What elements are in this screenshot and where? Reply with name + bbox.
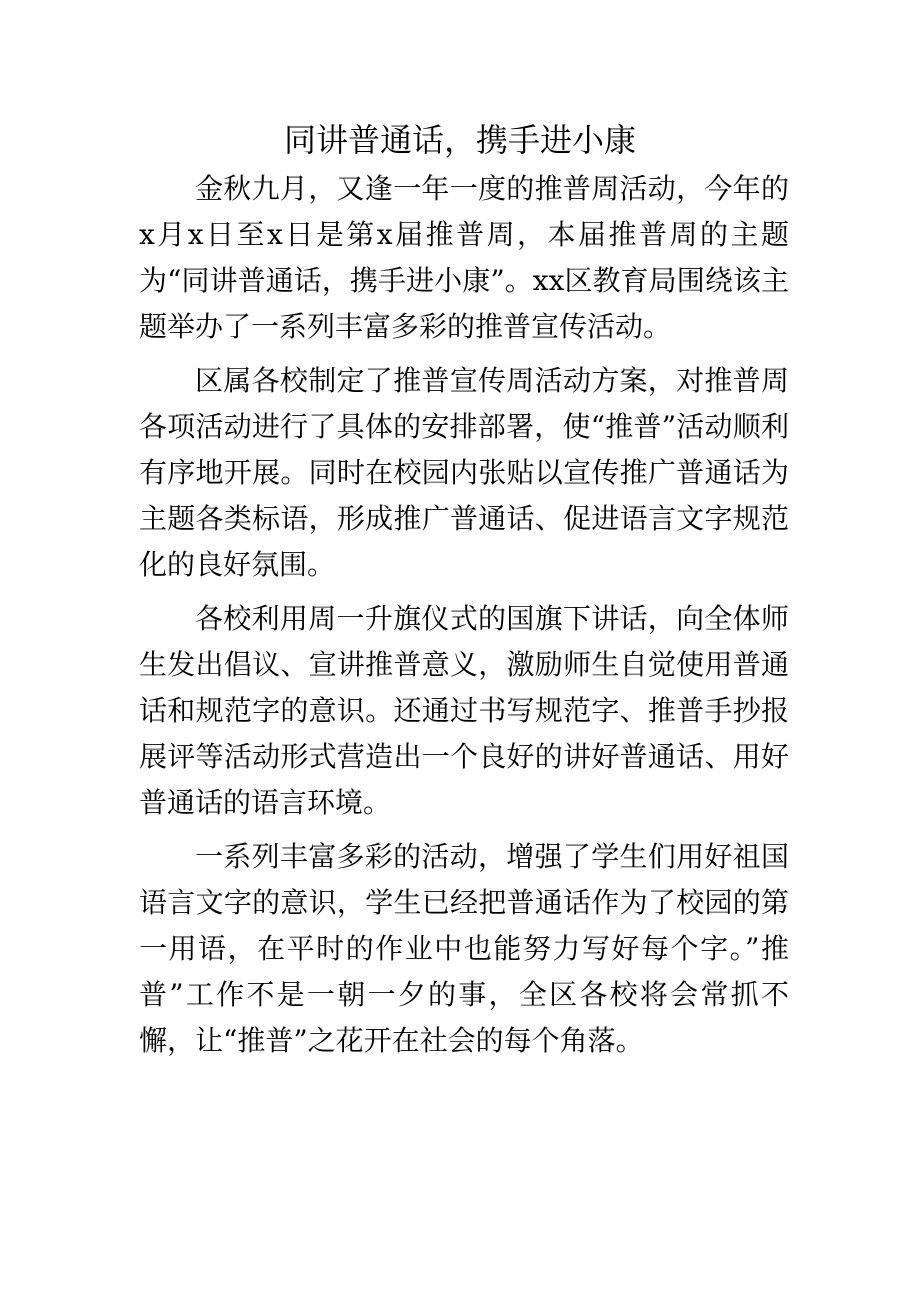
paragraph-1: 金秋九月，又逢一年一度的推普周活动，今年的x月x日至x日是第x届推普周，本届推普周的主题为“同讲普通话，携手进小康”。xx区教育局围绕该主题举办了一系列丰富多彩的推普宣传活动。 [139, 172, 789, 343]
paragraph-3: 各校利用周一升旗仪式的国旗下讲话，向全体师生发出倡议、宣讲推普意义，激励师生自觉使用普通话和规范字的意识。还通过书写规范字、推普手抄报展评等活动形式营造出一个良好的讲好普通话、用好普通话的语言环境。 [139, 602, 789, 819]
paragraph-2: 区属各校制定了推普宣传周活动方案，对推普周各项活动进行了具体的安排部署，使“推普”活动顺利有序地开展。同时在校园内张贴以宣传推广普通话为主题各类标语，形成推广普通话、促进语言文字规范化的良好氛围。 [139, 364, 789, 581]
page-title: 同讲普通话，携手进小康 [283, 121, 636, 159]
paragraph-4: 一系列丰富多彩的活动，增强了学生们用好祖国语言文字的意识，学生已经把普通话作为了校园的第一用语，在平时的作业中也能努力写好每个字。”推普”工作不是一朝一夕的事，全区各校将会常抓不懈，让“推普”之花开在社会的每个角落。 [139, 840, 789, 1057]
document-body [139, 166, 789, 1072]
